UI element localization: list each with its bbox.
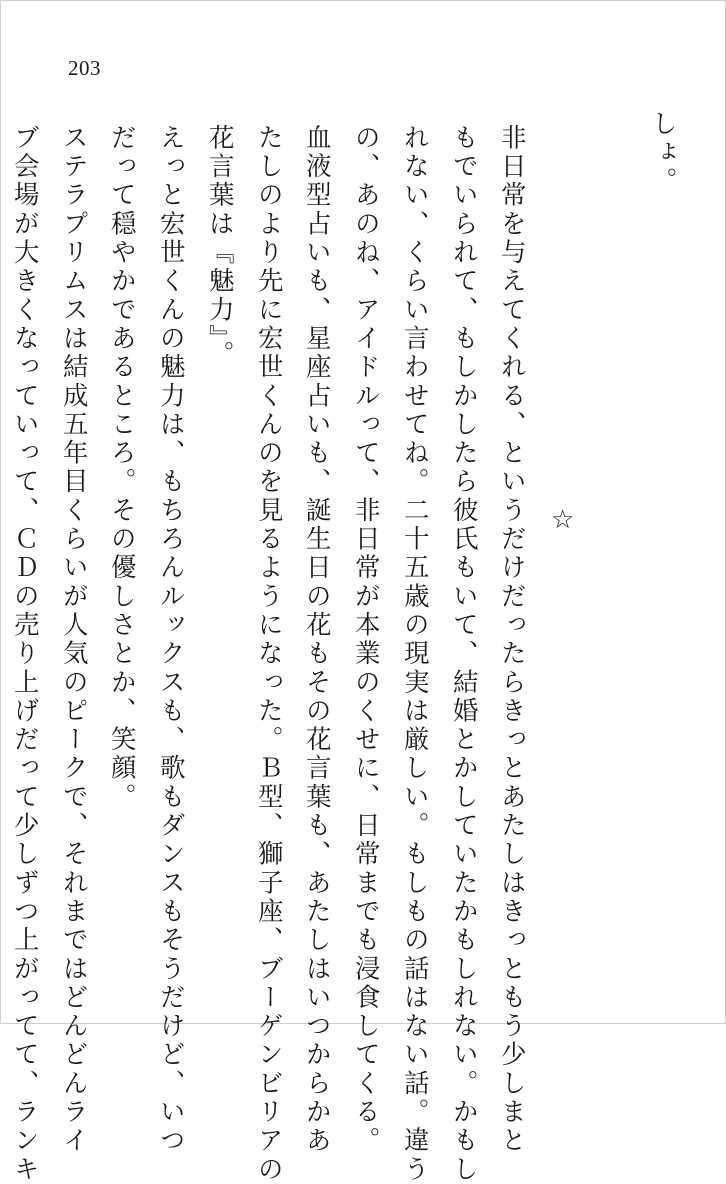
text-line-12: ブ会場が大きくなっていって、ＣＤの売り上げだって少しずつ上がってて、ランキ [9, 124, 40, 1184]
text-line-8: 花言葉は『魅力』。 [204, 124, 235, 370]
text-line-1: しょ。 [647, 110, 678, 196]
text-line-5: の、あのね、アイドルって、非日常が本業のくせに、日常までも浸食してくる。 [350, 124, 381, 1156]
text-line-6: 血液型占いも、星座占いも、誕生日の花もその花言葉も、あたしはいつからかあ [301, 124, 332, 1156]
text-line-9: えっと宏世くんの魅力は、もちろんルックスも、歌もダンスもそうだけど、いつ [155, 124, 186, 1156]
text-line-10: だって穏やかであるところ。その優しさとか、笑顔。 [106, 124, 137, 812]
text-line-4: れない、くらい言わせてね。二十五歳の現実は厳しい。もしもの話はない話。違う [399, 124, 430, 1184]
page-number: 203 [68, 56, 101, 80]
section-break-star-icon: ☆ [551, 505, 575, 535]
text-line-2: 非日常を与えてくれる、というだけだったらきっとあたしはきっともう少しまと [496, 124, 527, 1156]
text-line-11: ステラプリムスは結成五年目くらいが人気のピークで、それまではどんどんライ [58, 124, 89, 1156]
text-line-3: もでいられて、もしかしたら彼氏もいて、結婚とかしていたかもしれない。かもし [448, 124, 479, 1184]
text-line-7: たしのより先に宏世くんのを見るようになった。Ｂ型、獅子座、ブーゲンビリアの [253, 124, 284, 1184]
